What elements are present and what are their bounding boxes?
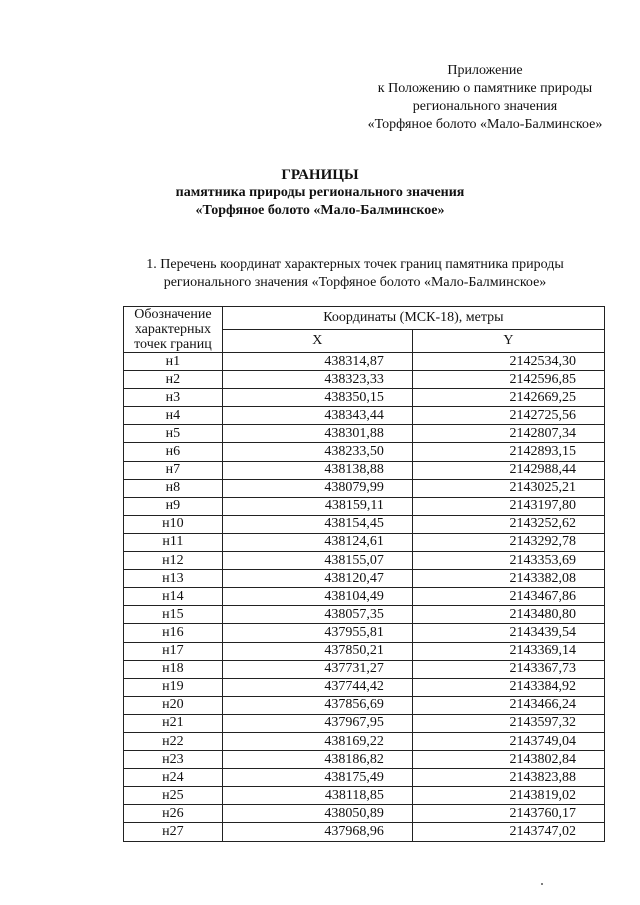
point-name-cell: н5 [124, 425, 223, 443]
x-cell: 438155,07 [222, 552, 412, 570]
table-row [124, 443, 605, 461]
x-cell: 438169,22 [222, 732, 412, 750]
x-cell: 438104,49 [222, 588, 412, 606]
y-cell: 2143369,14 [412, 642, 604, 660]
section-title-line: 1. Перечень координат характерных точек границ памятника природы [146, 257, 564, 272]
y-cell: 2143466,24 [412, 696, 604, 714]
y-cell: 2142893,15 [412, 443, 604, 461]
y-cell: 2143467,86 [412, 588, 604, 606]
point-name-cell: н13 [124, 570, 223, 588]
point-name-cell: н10 [124, 515, 223, 533]
x-cell: 438079,99 [222, 479, 412, 497]
header-point-name: Обозначение характерных точек границ [124, 307, 223, 353]
y-cell: 2143367,73 [412, 660, 604, 678]
x-cell: 438118,85 [222, 787, 412, 805]
table-row [124, 696, 605, 714]
table-row [124, 497, 605, 515]
table-row [124, 371, 605, 389]
appendix-line: «Торфяное болото «Мало-Балминское» [367, 117, 603, 132]
point-name-cell: н26 [124, 805, 223, 823]
appendix-line: к Положению о памятнике природы [377, 81, 593, 96]
y-cell: 2142534,30 [412, 353, 604, 371]
point-name-cell: н3 [124, 389, 223, 407]
table-row [124, 751, 605, 769]
point-name-cell: н24 [124, 769, 223, 787]
table-row [124, 552, 605, 570]
x-cell: 437744,42 [222, 678, 412, 696]
point-name-cell: н2 [124, 371, 223, 389]
y-cell: 2143802,84 [412, 751, 604, 769]
table-row [124, 389, 605, 407]
point-name-cell: н6 [124, 443, 223, 461]
y-cell: 2143480,80 [412, 606, 604, 624]
y-cell: 2143823,88 [412, 769, 604, 787]
table-row [124, 642, 605, 660]
y-cell: 2143025,21 [412, 479, 604, 497]
point-name-cell: н25 [124, 787, 223, 805]
table-row [124, 805, 605, 823]
appendix-line: регионального значения [412, 99, 558, 114]
x-cell: 438138,88 [222, 461, 412, 479]
point-name-cell: н18 [124, 660, 223, 678]
y-cell: 2143252,62 [412, 515, 604, 533]
table-row [124, 678, 605, 696]
point-name-cell: н1 [124, 353, 223, 371]
point-name-cell: н8 [124, 479, 223, 497]
point-name-cell: н14 [124, 588, 223, 606]
y-cell: 2143597,32 [412, 714, 604, 732]
x-cell: 438175,49 [222, 769, 412, 787]
point-name-cell: н19 [124, 678, 223, 696]
table-body [124, 353, 605, 842]
point-name-cell: н20 [124, 696, 223, 714]
table-row [124, 353, 605, 371]
point-name-cell: н21 [124, 714, 223, 732]
table-row [124, 787, 605, 805]
point-name-cell: н16 [124, 624, 223, 642]
y-cell: 2143819,02 [412, 787, 604, 805]
table-row [124, 479, 605, 497]
x-cell: 438233,50 [222, 443, 412, 461]
table-row [124, 515, 605, 533]
x-cell: 438350,15 [222, 389, 412, 407]
header-x: X [222, 330, 412, 353]
x-cell: 437856,69 [222, 696, 412, 714]
y-cell: 2143292,78 [412, 533, 604, 551]
header-y: Y [412, 330, 604, 353]
y-cell: 2142725,56 [412, 407, 604, 425]
table-row [124, 533, 605, 551]
point-name-cell: н27 [124, 823, 223, 841]
coordinates-table [123, 306, 605, 842]
x-cell: 438050,89 [222, 805, 412, 823]
x-cell: 438323,33 [222, 371, 412, 389]
appendix-line: Приложение [447, 63, 523, 78]
x-cell: 438159,11 [222, 497, 412, 515]
header-coordinates: Координаты (МСК-18), метры [222, 307, 604, 330]
x-cell: 437968,96 [222, 823, 412, 841]
point-name-cell: н12 [124, 552, 223, 570]
document-subtitle: «Торфяное болото «Мало-Балминское» [195, 203, 445, 218]
table-row [124, 660, 605, 678]
x-cell: 438154,45 [222, 515, 412, 533]
table-row [124, 624, 605, 642]
x-cell: 438186,82 [222, 751, 412, 769]
x-cell: 437850,21 [222, 642, 412, 660]
x-cell: 437955,81 [222, 624, 412, 642]
y-cell: 2142596,85 [412, 371, 604, 389]
point-name-cell: н22 [124, 732, 223, 750]
point-name-cell: н4 [124, 407, 223, 425]
document-subtitle: памятника природы регионального значения [175, 185, 465, 200]
y-cell: 2143439,54 [412, 624, 604, 642]
point-name-cell: н17 [124, 642, 223, 660]
table-row [124, 588, 605, 606]
y-cell: 2142669,25 [412, 389, 604, 407]
x-cell: 437967,95 [222, 714, 412, 732]
x-cell: 437731,27 [222, 660, 412, 678]
point-name-cell: н23 [124, 751, 223, 769]
y-cell: 2143197,80 [412, 497, 604, 515]
scan-speck [541, 883, 543, 885]
table-row [124, 461, 605, 479]
table-row [124, 732, 605, 750]
y-cell: 2142807,34 [412, 425, 604, 443]
y-cell: 2142988,44 [412, 461, 604, 479]
section-title-line: регионального значения «Торфяное болото «Мало-Балминское» [163, 275, 547, 290]
document-heading [0, 166, 640, 220]
section-title [100, 256, 610, 292]
x-cell: 438343,44 [222, 407, 412, 425]
y-cell: 2143747,02 [412, 823, 604, 841]
table-row [124, 769, 605, 787]
y-cell: 2143353,69 [412, 552, 604, 570]
y-cell: 2143384,92 [412, 678, 604, 696]
y-cell: 2143749,04 [412, 732, 604, 750]
x-cell: 438057,35 [222, 606, 412, 624]
table-row [124, 570, 605, 588]
table-row [124, 425, 605, 443]
table-row [124, 714, 605, 732]
point-name-cell: н15 [124, 606, 223, 624]
table-row [124, 407, 605, 425]
y-cell: 2143760,17 [412, 805, 604, 823]
document-title: ГРАНИЦЫ [281, 167, 359, 183]
x-cell: 438314,87 [222, 353, 412, 371]
x-cell: 438120,47 [222, 570, 412, 588]
appendix-block [340, 62, 630, 134]
x-cell: 438124,61 [222, 533, 412, 551]
table-row [124, 606, 605, 624]
x-cell: 438301,88 [222, 425, 412, 443]
point-name-cell: н11 [124, 533, 223, 551]
y-cell: 2143382,08 [412, 570, 604, 588]
point-name-cell: н9 [124, 497, 223, 515]
point-name-cell: н7 [124, 461, 223, 479]
table-row [124, 823, 605, 841]
